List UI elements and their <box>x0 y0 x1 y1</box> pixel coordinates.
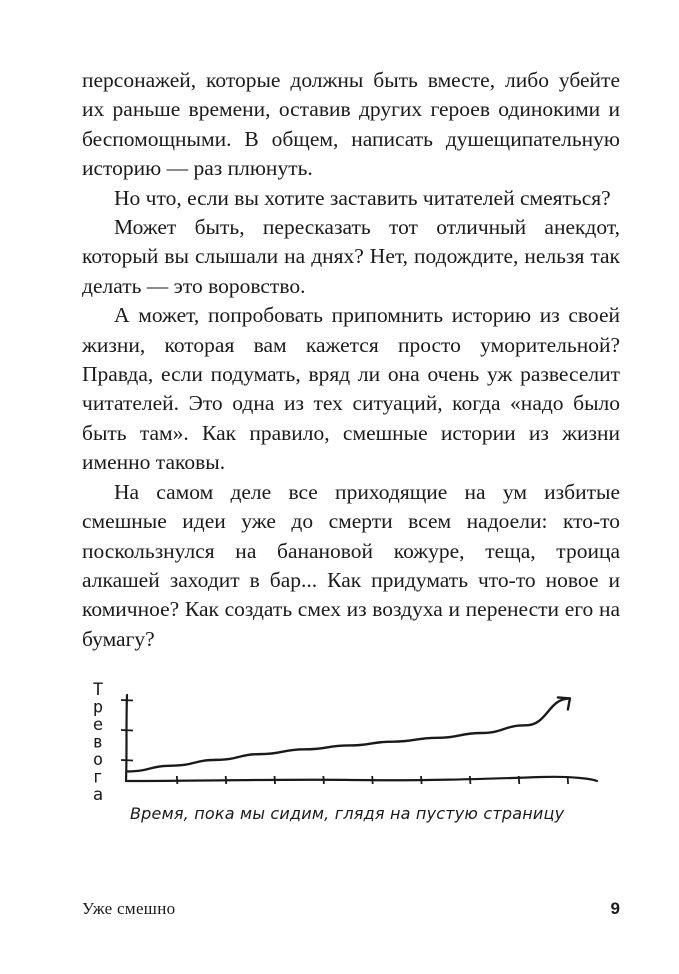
x-axis-tick <box>519 776 520 784</box>
y-axis-label-letter: г <box>92 767 104 788</box>
y-axis-label-letter: р <box>92 697 104 718</box>
page-body <box>82 66 620 654</box>
y-axis <box>126 695 127 781</box>
y-axis-label-letter: в <box>92 732 104 753</box>
y-axis-label-letter: е <box>92 715 104 735</box>
x-axis-tick <box>568 776 569 784</box>
y-axis-label-letter: а <box>92 785 104 805</box>
x-axis-tick <box>421 776 422 784</box>
x-axis-tick <box>275 776 276 784</box>
x-axis-tick <box>470 776 471 784</box>
paragraph: персонажей, которые должны быть вместе, либо убейте их раньше времени, оставив других героев одинокими и беспомощными. В общем, написать душещипательную историю — раз плюнуть. <box>82 68 620 181</box>
y-axis-label-letter: Т <box>92 680 104 700</box>
x-axis-tick <box>177 776 178 784</box>
anxiety-chart <box>82 668 622 844</box>
y-axis-tick <box>121 760 133 761</box>
x-axis-tick <box>226 776 227 784</box>
x-axis-label: Время, пока мы сидим, глядя на пустую страницу <box>130 804 565 823</box>
y-axis-label-letter: о <box>92 750 104 770</box>
y-axis-tick <box>121 730 133 731</box>
paragraph: На самом деле все приходящие на ум избитые смешные идеи уже до смерти всем надоели: кто-то поскользнулся на банановой кожуре, теща, троица алкашей заходит в бар... Как придумать что-то новое и комичное? Как создать смех из воздуха и перенести его на бумагу? <box>82 479 620 651</box>
paragraph: А может, попробовать припомнить историю из своей жизни, которая вам кажется просто уморительной? Правда, если подумать, вряд ли она очень уж развеселит читателей. Это одна из тех ситуаций, когда «надо было быть там». Как правило, смешные истории из жизни именно таковы. <box>82 303 620 475</box>
paragraph: Но что, если вы хотите заставить читателей смеяться? <box>114 185 611 210</box>
anxiety-chart-svg <box>82 668 622 808</box>
x-axis-tick <box>372 776 373 784</box>
series-line-anxiety <box>128 698 570 771</box>
y-axis-tick <box>121 700 133 701</box>
y-axis-label <box>93 680 103 805</box>
x-axis <box>126 777 597 781</box>
page-number: 9 <box>610 899 620 918</box>
running-footer-title: Уже смешно <box>82 899 176 918</box>
x-axis-tick <box>323 776 324 784</box>
paragraph: Может быть, пересказать тот отличный анекдот, который вы слышали на днях? Нет, подождите, нельзя так делать — это воровство. <box>82 215 620 298</box>
